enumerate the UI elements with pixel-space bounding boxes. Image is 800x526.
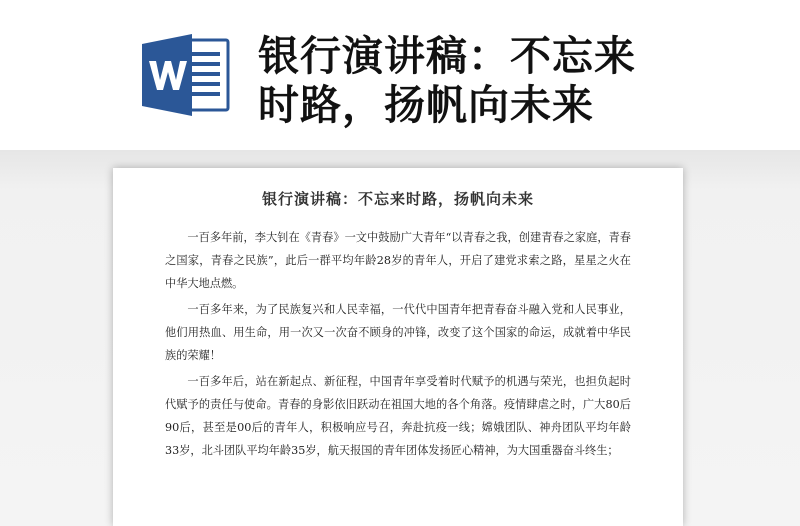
word-document-icon: [140, 34, 232, 116]
document-body: [165, 226, 631, 462]
page-title-line-2: 时路，扬帆向未来: [258, 81, 594, 129]
page-title: [258, 32, 778, 130]
paragraph: 一百多年来，为了民族复兴和人民幸福，一代代中国青年把青春奋斗融入党和人民事业，他们用热血、用生命，用一次又一次奋不顾身的冲锋，改变了这个国家的命运，成就着中华民族的荣耀！: [165, 303, 631, 362]
document-page: [113, 168, 683, 526]
page-title-line-1: 银行演讲稿：不忘来: [258, 32, 636, 80]
document-title: 银行演讲稿：不忘来时路，扬帆向未来: [261, 190, 534, 208]
paragraph: 一百多年后，站在新起点、新征程，中国青年享受着时代赋予的机遇与荣光，也担负起时代赋予的责任与使命。青春的身影依旧跃动在祖国大地的各个角落。疫情肆虐之时，广大80后90后，甚至是00后的青年人，积极响应号召，奔赴抗疫一线；嫦娥团队、神舟团队平均年龄33岁，北斗团队平均年龄35岁，航天报国的青年团体发扬匠心精神，为大国重器奋斗终生；: [165, 375, 631, 457]
paragraph: 一百多年前，李大钊在《青春》一文中鼓励广大青年“以青春之我，创建青春之家庭，青春之国家，青春之民族”，此后一群平均年龄28岁的青年人，开启了建党求索之路，星星之火在中华大地点燃。: [165, 231, 631, 290]
header-banner: [0, 0, 800, 150]
